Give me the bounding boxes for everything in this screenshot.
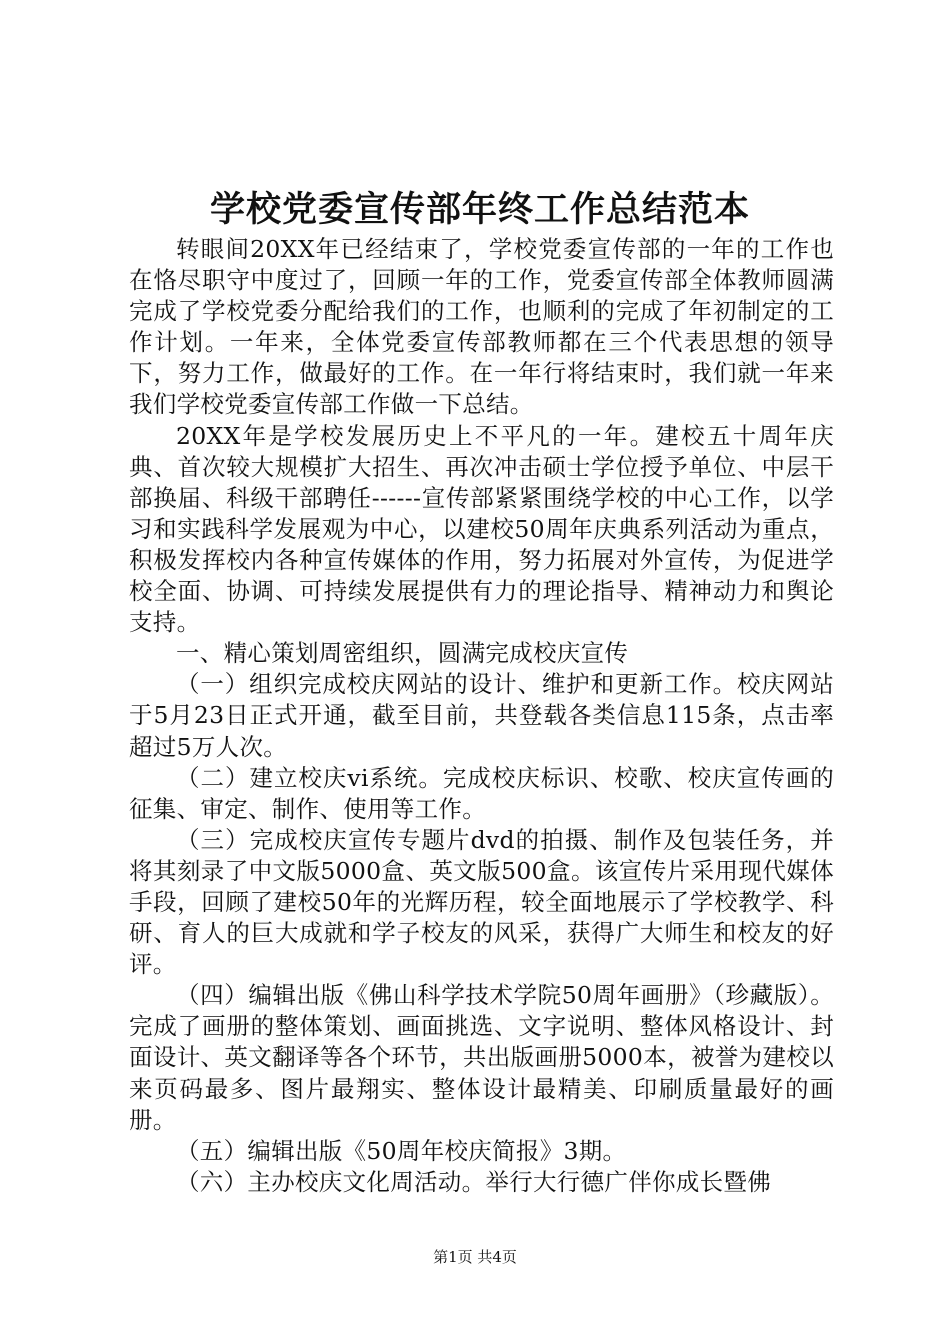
page-footer: 第1页 共4页 xyxy=(433,1248,517,1266)
document-body xyxy=(129,234,834,1198)
paragraph-item-3: （三）完成校庆宣传专题片dvd的拍摄、制作及包装任务，并将其刻录了中文版5000盒、英文版500盒。该宣传片采用现代媒体手段，回顾了建校50年的光辉历程，较全面地展示了学校教学、科研、育人的巨大成就和学子校友的风采，获得广大师生和校友的好评。 xyxy=(129,825,834,979)
paragraph-intro: 转眼间20XX年已经结束了，学校党委宣传部的一年的工作也在恪尽职守中度过了，回顾一年的工作，党委宣传部全体教师圆满完成了学校党委分配给我们的工作，也顺利的完成了年初制定的工作计划。一年来，全体党委宣传部教师都在三个代表思想的领导下，努力工作，做最好的工作。在一年行将结束时，我们就一年来我们学校党委宣传部工作做一下总结。 xyxy=(129,235,834,419)
paragraph-item-6: （六）主办校庆文化周活动。举行大行德广伴你成长暨佛 xyxy=(176,1167,771,1196)
paragraph-item-1: （一）组织完成校庆网站的设计、维护和更新工作。校庆网站于5月23日正式开通，截至目前，共登载各类信息115条，点击率超过5万人次。 xyxy=(129,670,834,761)
document-title: 学校党委宣传部年终工作总结范本 xyxy=(209,189,750,230)
paragraph-item-4: （四）编辑出版《佛山科学技术学院50周年画册》（珍藏版）。完成了画册的整体策划、画面挑选、文字说明、整体风格设计、封面设计、英文翻译等各个环节，共出版画册5000本，被誉为建校以来页码最多、图片最翔实、整体设计最精美、印刷质量最好的画册。 xyxy=(129,981,834,1134)
paragraph-item-2: （二）建立校庆vi系统。完成校庆标识、校歌、校庆宣传画的征集、审定、制作、使用等工作。 xyxy=(129,763,834,823)
section-heading-1: 一、精心策划周密组织，圆满完成校庆宣传 xyxy=(176,639,629,668)
paragraph-item-5: （五）编辑出版《50周年校庆简报》3期。 xyxy=(176,1136,627,1165)
paragraph-overview: 20XX年是学校发展历史上不平凡的一年。建校五十周年庆典、首次较大规模扩大招生、再次冲击硕士学位授予单位、中层干部换届、科级干部聘任------宣传部紧紧围绕学校的中心工作，以学习和实践科学发展观为中心，以建校50周年庆典系列活动为重点，积极发挥校内各种宣传媒体的作用，努力拓展对外宣传，为促进学校全面、协调、可持续发展提供有力的理论指导、精神动力和舆论支持。 xyxy=(129,421,834,637)
